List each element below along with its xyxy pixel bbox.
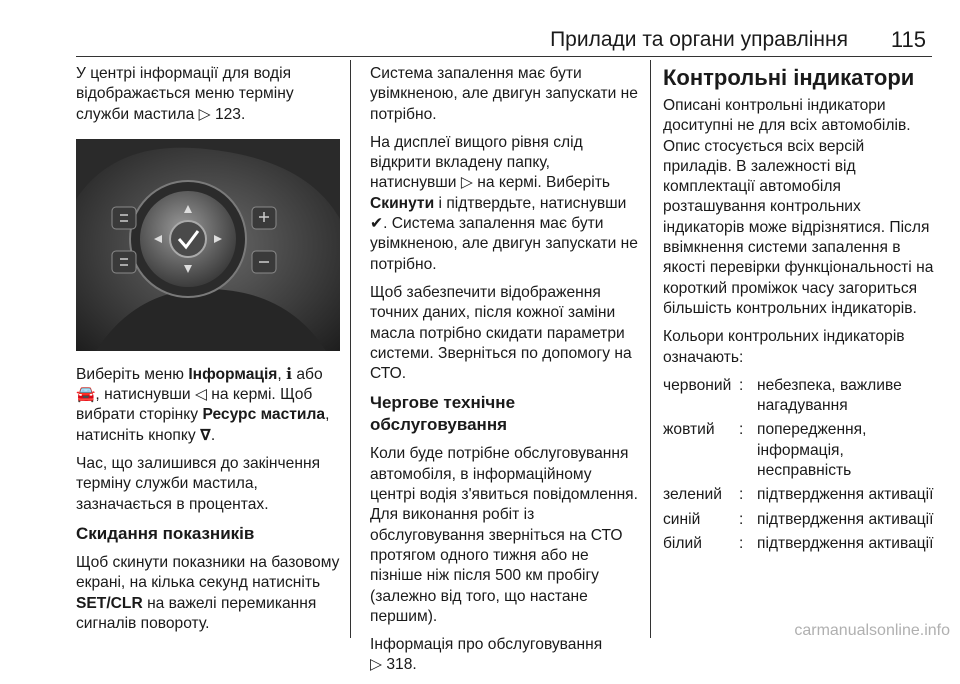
left-column [76,64,340,642]
paragraph: Коли буде потрібне обслуговування автомобіля, в інформаційному центрі водія з'явиться повідомлення. Для виконання робіт із обслуговування зверніться на СТО протягом одного тижня або не пізніше ніж після 500 км пробігу (залежно від того, що настане першим). [370,445,638,625]
table-row: білий : підтвердження активації [663,534,934,552]
column-divider [650,60,651,638]
paragraph: Система запалення має бути увімкненою, але двигун запускати не потрібно. [370,65,638,123]
section-title: Контрольні індикатори [663,65,915,90]
page-title: Прилади та органи управління [550,28,848,51]
menu-name: Інформація [188,365,278,383]
paragraph: Щоб забезпечити відображення точних даних, після кожної заміни масла потрібно скидати параметри системи. Зверніться по допомогу на СТО. [370,283,632,383]
header-rule [76,56,932,57]
paragraph: Інформація про обслуговування ▷ 318. [370,636,603,674]
down-button-icon: ∇ [199,426,211,444]
paragraph: Час, що залишився до закінчення терміну служби мастила, зазначається в процентах. [76,455,321,513]
section-heading: Чергове технічне обслуговування [370,393,516,435]
right-arrow-button-icon: ▷ [460,174,473,192]
paragraph: Кольори контрольних індикаторів означають: [663,328,905,366]
indicator-colors-table [663,376,935,558]
watermark: carmanualsonline.info [794,622,950,639]
right-column [663,64,935,558]
page-header [0,0,960,58]
paragraph: Описані контрольні індикатори доситупні не для всіх автомобілів. Опис стосується всіх версій приладів. В залежності від комплектації автомобіля розташування контрольних індикаторів може відрізнятися. Після ввімкнення системи запалення в якості перевірки функціональності на короткий проміжок часу загориться більшість контрольних індикаторів. [663,97,934,317]
page-name: Ресурс мастила [202,406,326,424]
checkmark-icon: ✔ [370,215,384,233]
middle-column [370,64,640,684]
table-row: синій : підтвердження активації [663,510,934,528]
table-row: червоний : небезпека, важливе нагадування [663,376,902,415]
section-heading: Скидання показників [76,523,255,543]
reference-arrow-icon: ▷ [198,105,211,123]
reference-arrow-icon: ▷ [370,656,382,674]
paragraph: Виберіть меню Інформація, ℹ або 🚘, натиснувши ◁ на кермі. Щоб вибрати сторінку Ресурс мастила, натисніть кнопку ∇. [76,365,330,444]
paragraph: У центрі інформації для водія відображається меню терміну служби мастила ▷ 123. [76,65,294,123]
page-number: 115 [890,27,926,52]
table-row: зелений : підтвердження активації [663,486,934,504]
car-icon: 🚘 [76,386,96,404]
menu-option: Скинути [370,194,435,212]
info-icon: ℹ [286,365,292,383]
paragraph: На дисплеї вищого рівня слід відкрити вкладену папку, натиснувши ▷ на кермі. Виберіть Скинути і підтвердьте, натиснувши ✔. Система запалення має бути увімкненою, але двигун запускати не потрібно. [370,133,638,273]
column-divider [350,60,351,638]
button-name: SET/CLR [76,594,143,612]
left-arrow-button-icon: ◁ [194,386,207,404]
paragraph: Щоб скинути показники на базовому екрані, на кілька секунд натисніть SET/CLR на важелі перемикання сигналів повороту. [76,553,340,632]
steering-wheel-controls-image [76,139,340,351]
table-row: жовтий : попередження, інформація, несправність [663,421,867,480]
